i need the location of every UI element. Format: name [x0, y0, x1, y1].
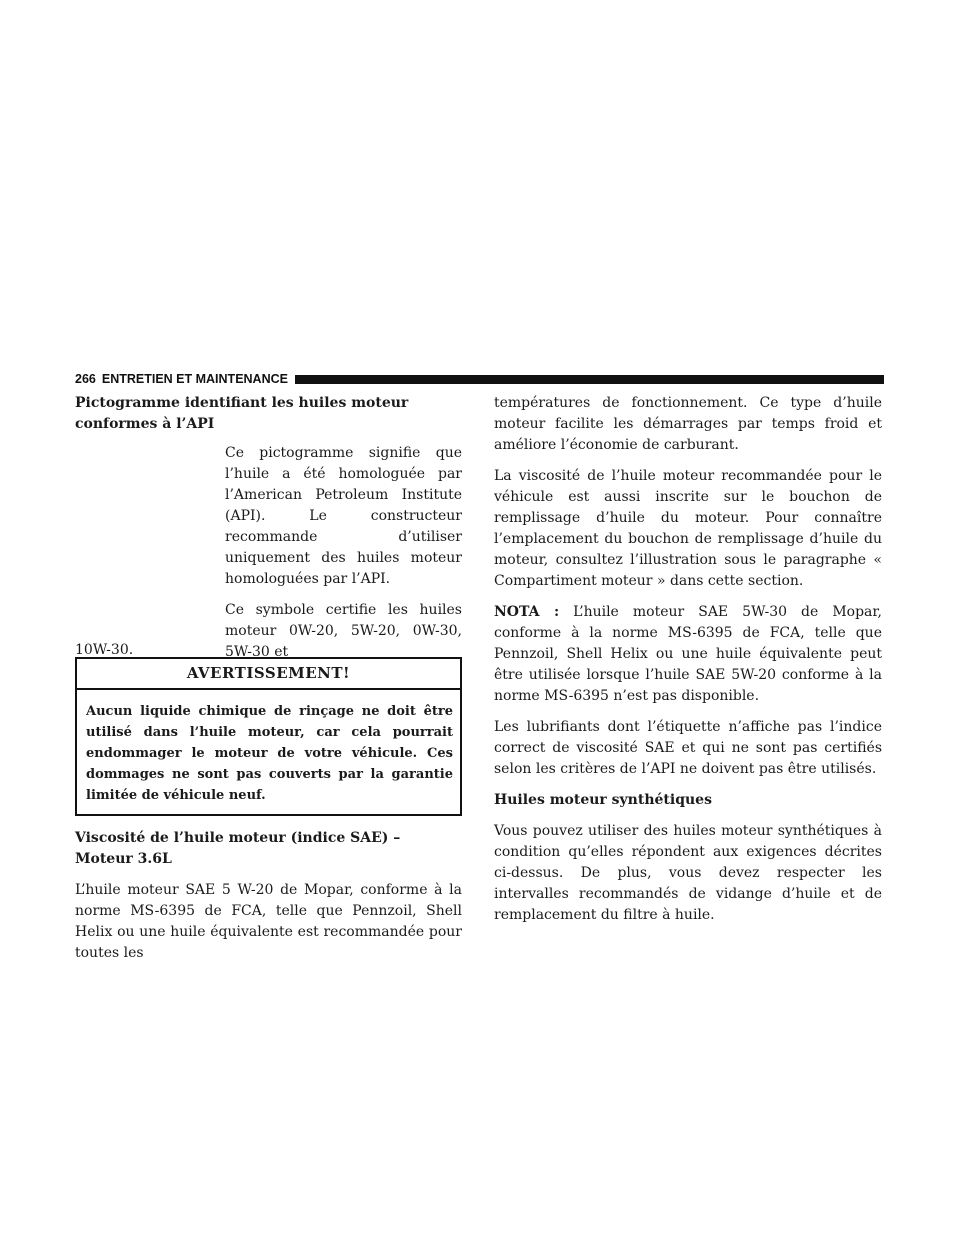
synthetic-oils-paragraph: Vous pouvez utiliser des huiles moteur synthétiques à condition qu’elles répondent aux exigences décrites ci-dessus. De plus, vous devez respecter les intervalles recommandés de vidange d’huile et de remplacement du filtre à huile.	[494, 823, 882, 923]
viscosity-heading-line2: Moteur 3.6L	[75, 851, 172, 867]
section-title: ENTRETIEN ET MAINTENANCE	[101, 372, 288, 386]
lubricants-paragraph: Les lubrifiants dont l’étiquette n’affiche pas l’indice correct de viscosité SAE et qui ne sont pas certifiés selon les critères de l’API ne doivent pas être utilisés.	[494, 719, 882, 777]
right-column	[494, 393, 882, 926]
api-pictogram-image	[75, 447, 215, 607]
warning-box	[75, 657, 462, 816]
viscosity-heading-line1: Viscosité de l’huile moteur (indice SAE) –	[75, 830, 401, 846]
synthetic-oils-heading: Huiles moteur synthétiques	[494, 792, 712, 808]
page-number: 266	[75, 372, 96, 386]
page-header	[75, 370, 884, 388]
temperatures-paragraph: températures de fonctionnement. Ce type d’huile moteur facilite les démarrages par temps froid et améliore l’économie de carburant.	[494, 395, 882, 453]
filler-cap-paragraph: La viscosité de l’huile moteur recommandée pour le véhicule est aussi inscrite sur le bouchon de remplissage d’huile du moteur. Pour connaître l’emplacement du bouchon de remplissage d’huile du moteur, consultez l’illustration sous le paragraphe « Compartiment moteur » dans cette section.	[494, 468, 882, 589]
api-pictogram-block	[75, 443, 462, 660]
nota-label: NOTA :	[494, 604, 560, 620]
nota-paragraph	[494, 602, 882, 707]
viscosity-paragraph: L’huile moteur SAE 5 W-20 de Mopar, conforme à la norme MS-6395 de FCA, telle que Pennzoil, Shell Helix ou une huile équivalente est recommandée pour toutes les	[75, 882, 462, 961]
nota-text: L’huile moteur SAE 5W-30 de Mopar, conforme à la norme MS-6395 de FCA, telle que Pennzoil, Shell Helix ou une huile équivalente peut être utilisée lorsque l’huile SAE 5W-20 conforme à la norme MS-6395 n’est pas disponible.	[494, 604, 882, 704]
header-rule	[295, 375, 884, 384]
symbol-paragraph-tail: 10W-30.	[75, 642, 134, 658]
warning-title: AVERTISSEMENT!	[77, 659, 460, 690]
left-column	[75, 393, 462, 964]
pictogram-paragraph: Ce pictogramme signifie que l’huile a été homologuée par l’American Petroleum Institute (API). Le constructeur recommande d’utiliser uniquement des huiles moteur homologuées par l’API.	[225, 445, 462, 587]
warning-body: Aucun liquide chimique de rinçage ne doit être utilisé dans l’huile moteur, car cela pourrait endommager le moteur de votre véhicule. Ces dommages ne sont pas couverts par la garantie limitée de véhicule neuf.	[86, 704, 453, 803]
symbol-paragraph: Ce symbole certifie les huiles moteur 0W-20, 5W-20, 0W-30, 5W-30 et	[225, 602, 462, 660]
api-pictogram-description	[225, 443, 462, 663]
api-pictogram-heading: Pictogramme identifiant les huiles moteur conformes à l’API	[75, 395, 409, 432]
